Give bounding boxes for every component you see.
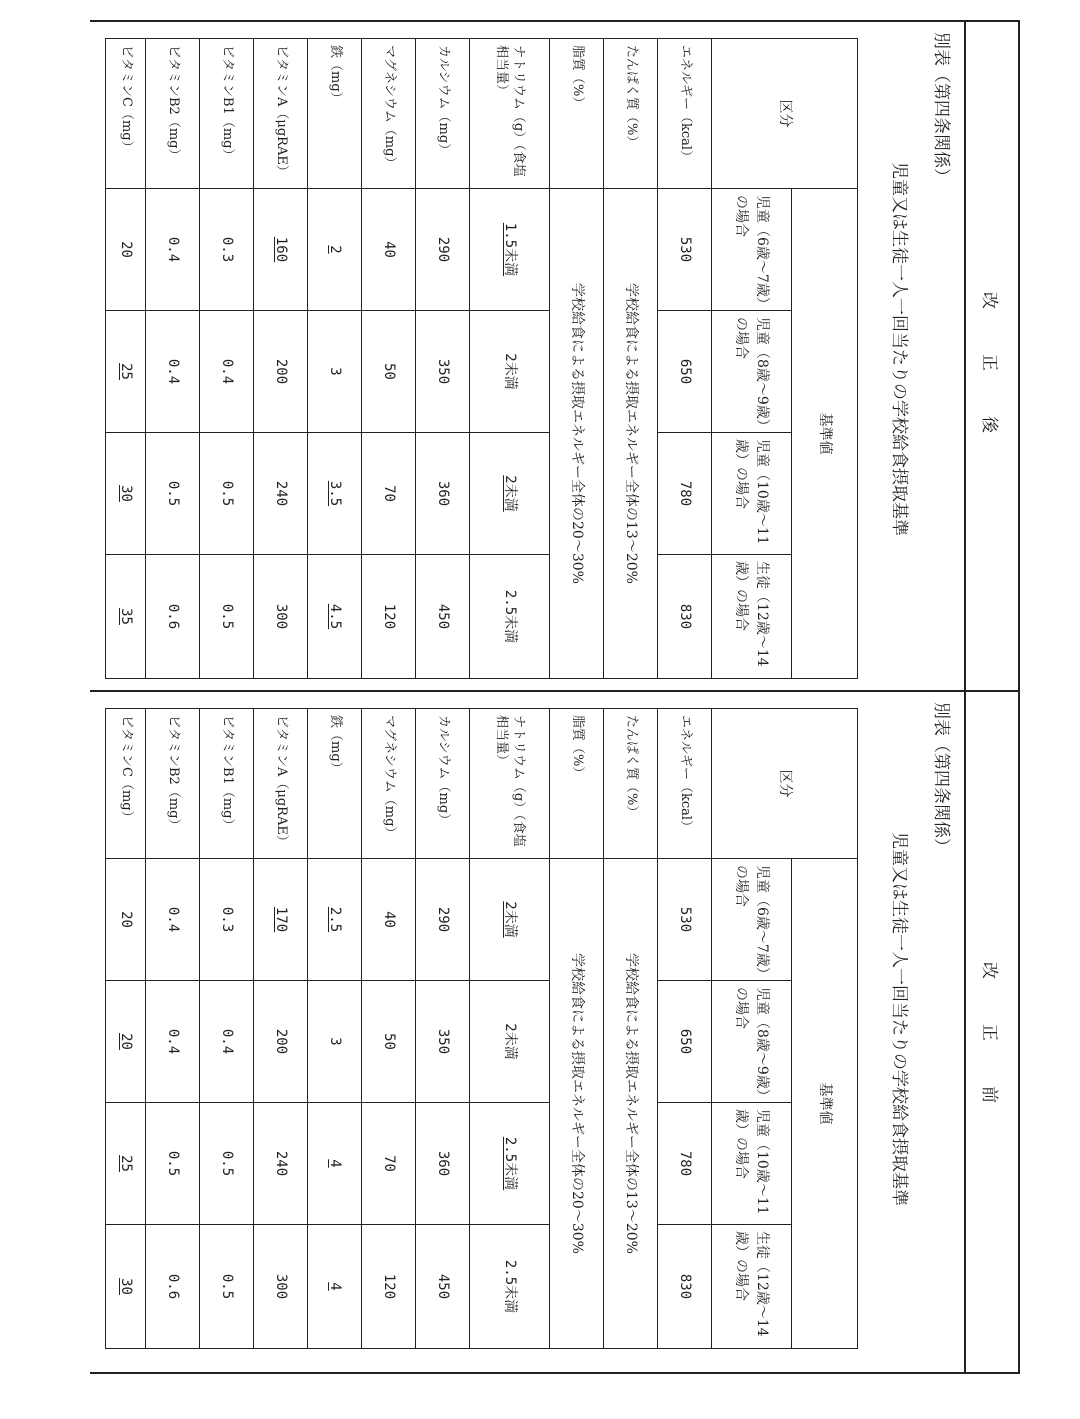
value-cell	[470, 1225, 550, 1349]
age-group-header: 児童（10歳～11歳）の場合	[712, 1103, 792, 1225]
value-cell	[308, 1225, 362, 1349]
value-cell	[146, 1103, 200, 1225]
table-row	[604, 709, 658, 1349]
before-side-label: 改 正 前	[979, 962, 999, 1117]
value-cell	[658, 311, 712, 433]
age-group-header: 児童（10歳～11歳）の場合	[712, 433, 792, 555]
value-cell	[200, 1225, 254, 1349]
value-cell	[200, 859, 254, 981]
value-cell	[200, 1103, 254, 1225]
age-group-header: 児童（8歳～9歳）の場合	[712, 981, 792, 1103]
nutrient-name: マグネシウム（mg）	[362, 709, 416, 859]
value-cell	[308, 859, 362, 981]
standard-value: 200	[273, 358, 290, 385]
standard-value: 40	[381, 911, 398, 928]
value-cell	[254, 433, 308, 555]
value-cell	[200, 189, 254, 311]
value-cell	[658, 981, 712, 1103]
nutrient-name: たんぱく質（%）	[604, 709, 658, 859]
standard-value: 530	[677, 906, 694, 933]
value-cell	[200, 555, 254, 679]
standard-value: 0.6	[165, 1273, 182, 1300]
standard-value: 200	[273, 1028, 290, 1055]
standard-value: 4.5	[327, 603, 344, 630]
value-cell	[658, 189, 712, 311]
table-row	[200, 709, 254, 1349]
standard-value: 2.5	[327, 906, 344, 933]
value-cell	[362, 1103, 416, 1225]
value-cell	[658, 859, 712, 981]
standard-value: 360	[435, 1150, 452, 1177]
value-cell	[470, 189, 550, 311]
nutrient-name: たんぱく質（%）	[604, 39, 658, 189]
table-row	[658, 709, 712, 1349]
value-cell	[362, 555, 416, 679]
standard-value: 0.5	[219, 480, 236, 507]
value-cell	[146, 1225, 200, 1349]
nutrient-name: ビタミンA（μgRAE）	[254, 39, 308, 189]
age-group-header: 児童（6歳～7歳）の場合	[712, 189, 792, 311]
nutrient-name: ビタミンB1（mg）	[200, 39, 254, 189]
standard-value: 240	[273, 480, 290, 507]
standard-value: 3.5	[327, 480, 344, 507]
value-cell	[106, 981, 146, 1103]
nutrient-name: ビタミンA（μgRAE）	[254, 709, 308, 859]
revised-side-label: 改 正 後	[979, 292, 999, 447]
standard-value: 35	[118, 608, 135, 625]
nutrient-name: ビタミンB1（mg）	[200, 709, 254, 859]
age-group-header: 児童（6歳～7歳）の場合	[712, 859, 792, 981]
value-cell	[308, 189, 362, 311]
nutrient-name: ビタミンC（mg）	[106, 709, 146, 859]
table-row	[308, 39, 362, 679]
nutrient-name: エネルギー（kcal）	[658, 709, 712, 859]
standard-value: 350	[435, 358, 452, 385]
table-row	[470, 39, 550, 679]
standard-value: 450	[435, 1273, 452, 1300]
value-cell	[362, 1225, 416, 1349]
value-cell	[416, 433, 470, 555]
nutrient-name: ナトリウム（g）（食塩相当量）	[470, 709, 550, 859]
table-row	[146, 709, 200, 1349]
standard-value: 650	[677, 358, 694, 385]
standard-value: 300	[273, 1273, 290, 1300]
value-cell	[106, 189, 146, 311]
standard-value: 450	[435, 603, 452, 630]
value-cell	[416, 1225, 470, 1349]
value-cell	[416, 981, 470, 1103]
standard-value: 50	[381, 363, 398, 380]
standard-value: 70	[381, 485, 398, 502]
standard-value: 40	[381, 241, 398, 258]
standard-value: 0.4	[219, 358, 236, 385]
value-cell	[106, 1103, 146, 1225]
value-cell	[362, 189, 416, 311]
value-cell	[254, 555, 308, 679]
value-cell	[146, 433, 200, 555]
table-row	[416, 709, 470, 1349]
standard-value: 2.5未満	[502, 1136, 519, 1191]
value-cell	[308, 433, 362, 555]
nutrient-name: 鉄（mg）	[308, 39, 362, 189]
revised-panel	[90, 22, 1018, 690]
before-intake-table	[105, 708, 858, 1349]
value-cell	[106, 311, 146, 433]
standard-value: 2	[327, 245, 344, 254]
table-row	[362, 39, 416, 679]
value-cell	[106, 555, 146, 679]
standard-value: 30	[118, 1278, 135, 1295]
standard-value: 350	[435, 1028, 452, 1055]
value-cell	[308, 311, 362, 433]
value-cell	[308, 1103, 362, 1225]
value-cell	[200, 311, 254, 433]
table-row	[550, 709, 604, 1349]
value-cell	[470, 311, 550, 433]
age-group-header: 生徒（12歳～14歳）の場合	[712, 1225, 792, 1349]
value-cell	[416, 311, 470, 433]
nutrient-name: 脂質（%）	[550, 709, 604, 859]
value-cell	[470, 859, 550, 981]
standard-value: 0.5	[165, 480, 182, 507]
standard-value-header: 基準値	[792, 859, 858, 1349]
category-header: 区分	[712, 39, 858, 189]
energy-ratio-cell: 学校給食による摂取エネルギー全体の13～20%	[604, 859, 658, 1349]
standard-value: 120	[381, 1273, 398, 1300]
standard-value: 4	[327, 1282, 344, 1291]
value-cell	[470, 981, 550, 1103]
table-row	[106, 39, 146, 679]
before-panel	[90, 692, 1018, 1372]
energy-ratio-cell: 学校給食による摂取エネルギー全体の20～30%	[550, 859, 604, 1349]
nutrient-name: ビタミンB2（mg）	[146, 39, 200, 189]
standard-value: 25	[118, 363, 135, 380]
value-cell	[106, 1225, 146, 1349]
nutrient-name: ナトリウム（g）（食塩相当量）	[470, 39, 550, 189]
value-cell	[362, 981, 416, 1103]
revised-table-heading: 児童又は生徒一人一回当たりの学校給食摂取基準	[889, 162, 909, 536]
value-cell	[200, 981, 254, 1103]
energy-ratio-cell: 学校給食による摂取エネルギー全体の13～20%	[604, 189, 658, 679]
standard-value: 0.5	[219, 1273, 236, 1300]
standard-value: 0.4	[165, 906, 182, 933]
value-cell	[146, 981, 200, 1103]
value-cell	[200, 433, 254, 555]
table-row	[308, 709, 362, 1349]
standard-value: 0.4	[165, 358, 182, 385]
value-cell	[658, 1103, 712, 1225]
standard-value: 20	[118, 911, 135, 928]
revised-appendix-label: 別表（第四条関係）	[931, 32, 951, 185]
standard-value-header: 基準値	[792, 189, 858, 679]
table-row	[362, 709, 416, 1349]
nutrient-name: カルシウム（mg）	[416, 709, 470, 859]
value-cell	[106, 859, 146, 981]
standard-value: 0.5	[219, 603, 236, 630]
standard-value: 2.5未満	[502, 589, 519, 644]
category-header: 区分	[712, 709, 858, 859]
value-cell	[254, 1225, 308, 1349]
frame-bottom	[90, 1372, 1020, 1374]
standard-value: 2未満	[502, 1023, 519, 1060]
standard-value: 650	[677, 1028, 694, 1055]
standard-value: 290	[435, 236, 452, 263]
value-cell	[254, 189, 308, 311]
value-cell	[146, 859, 200, 981]
standard-value: 70	[381, 1155, 398, 1172]
age-group-header: 児童（8歳～9歳）の場合	[712, 311, 792, 433]
table-row	[416, 39, 470, 679]
standard-value: 0.5	[165, 1150, 182, 1177]
value-cell	[308, 555, 362, 679]
nutrient-name: ビタミンC（mg）	[106, 39, 146, 189]
value-cell	[658, 433, 712, 555]
standard-value: 0.4	[219, 1028, 236, 1055]
value-cell	[254, 981, 308, 1103]
standard-value: 170	[273, 906, 290, 933]
revised-intake-table	[105, 38, 858, 679]
age-group-header: 生徒（12歳～14歳）の場合	[712, 555, 792, 679]
nutrient-name: ビタミンB2（mg）	[146, 709, 200, 859]
value-cell	[254, 311, 308, 433]
standard-value: 240	[273, 1150, 290, 1177]
standard-value: 160	[273, 236, 290, 263]
standard-value: 0.5	[219, 1150, 236, 1177]
standard-value: 20	[118, 241, 135, 258]
value-cell	[362, 311, 416, 433]
standard-value: 120	[381, 603, 398, 630]
standard-value: 0.3	[219, 236, 236, 263]
standard-value: 290	[435, 906, 452, 933]
standard-value: 780	[677, 480, 694, 507]
standard-value: 1.5未満	[502, 222, 519, 277]
value-cell	[146, 189, 200, 311]
standard-value: 830	[677, 603, 694, 630]
table-row	[106, 709, 146, 1349]
value-cell	[416, 555, 470, 679]
nutrient-name: 脂質（%）	[550, 39, 604, 189]
standard-value: 3	[327, 367, 344, 376]
table-row	[658, 39, 712, 679]
table-row	[604, 39, 658, 679]
value-cell	[470, 433, 550, 555]
value-cell	[308, 981, 362, 1103]
standard-value: 360	[435, 480, 452, 507]
standard-value: 30	[118, 485, 135, 502]
standard-value: 300	[273, 603, 290, 630]
before-appendix-label: 別表（第四条関係）	[931, 702, 951, 855]
standard-value: 2未満	[502, 353, 519, 390]
standard-value: 0.3	[219, 906, 236, 933]
standard-value: 20	[118, 1033, 135, 1050]
table-row	[254, 709, 308, 1349]
value-cell	[146, 311, 200, 433]
table-row	[550, 39, 604, 679]
value-cell	[658, 555, 712, 679]
value-cell	[416, 1103, 470, 1225]
standard-value: 530	[677, 236, 694, 263]
value-cell	[146, 555, 200, 679]
standard-value: 3	[327, 1037, 344, 1046]
standard-value: 25	[118, 1155, 135, 1172]
standard-value: 50	[381, 1033, 398, 1050]
value-cell	[254, 1103, 308, 1225]
value-cell	[658, 1225, 712, 1349]
table-row	[146, 39, 200, 679]
standard-value: 2.5未満	[502, 1259, 519, 1314]
value-cell	[470, 1103, 550, 1225]
standard-value: 2未満	[502, 901, 519, 938]
nutrient-name: カルシウム（mg）	[416, 39, 470, 189]
standard-value: 2未満	[502, 475, 519, 512]
value-cell	[416, 189, 470, 311]
value-cell	[362, 433, 416, 555]
standard-value: 0.4	[165, 1028, 182, 1055]
table-row	[200, 39, 254, 679]
before-table-heading: 児童又は生徒一人一回当たりの学校給食摂取基準	[889, 832, 909, 1206]
table-row	[254, 39, 308, 679]
value-cell	[416, 859, 470, 981]
standard-value: 4	[327, 1159, 344, 1168]
nutrient-name: マグネシウム（mg）	[362, 39, 416, 189]
value-cell	[254, 859, 308, 981]
table-row	[470, 709, 550, 1349]
value-cell	[106, 433, 146, 555]
nutrient-name: 鉄（mg）	[308, 709, 362, 859]
frame-right	[1018, 20, 1020, 1374]
standard-value: 780	[677, 1150, 694, 1177]
energy-ratio-cell: 学校給食による摂取エネルギー全体の20～30%	[550, 189, 604, 679]
standard-value: 0.4	[165, 236, 182, 263]
standard-value: 0.6	[165, 603, 182, 630]
value-cell	[470, 555, 550, 679]
value-cell	[362, 859, 416, 981]
nutrient-name: エネルギー（kcal）	[658, 39, 712, 189]
standard-value: 830	[677, 1273, 694, 1300]
